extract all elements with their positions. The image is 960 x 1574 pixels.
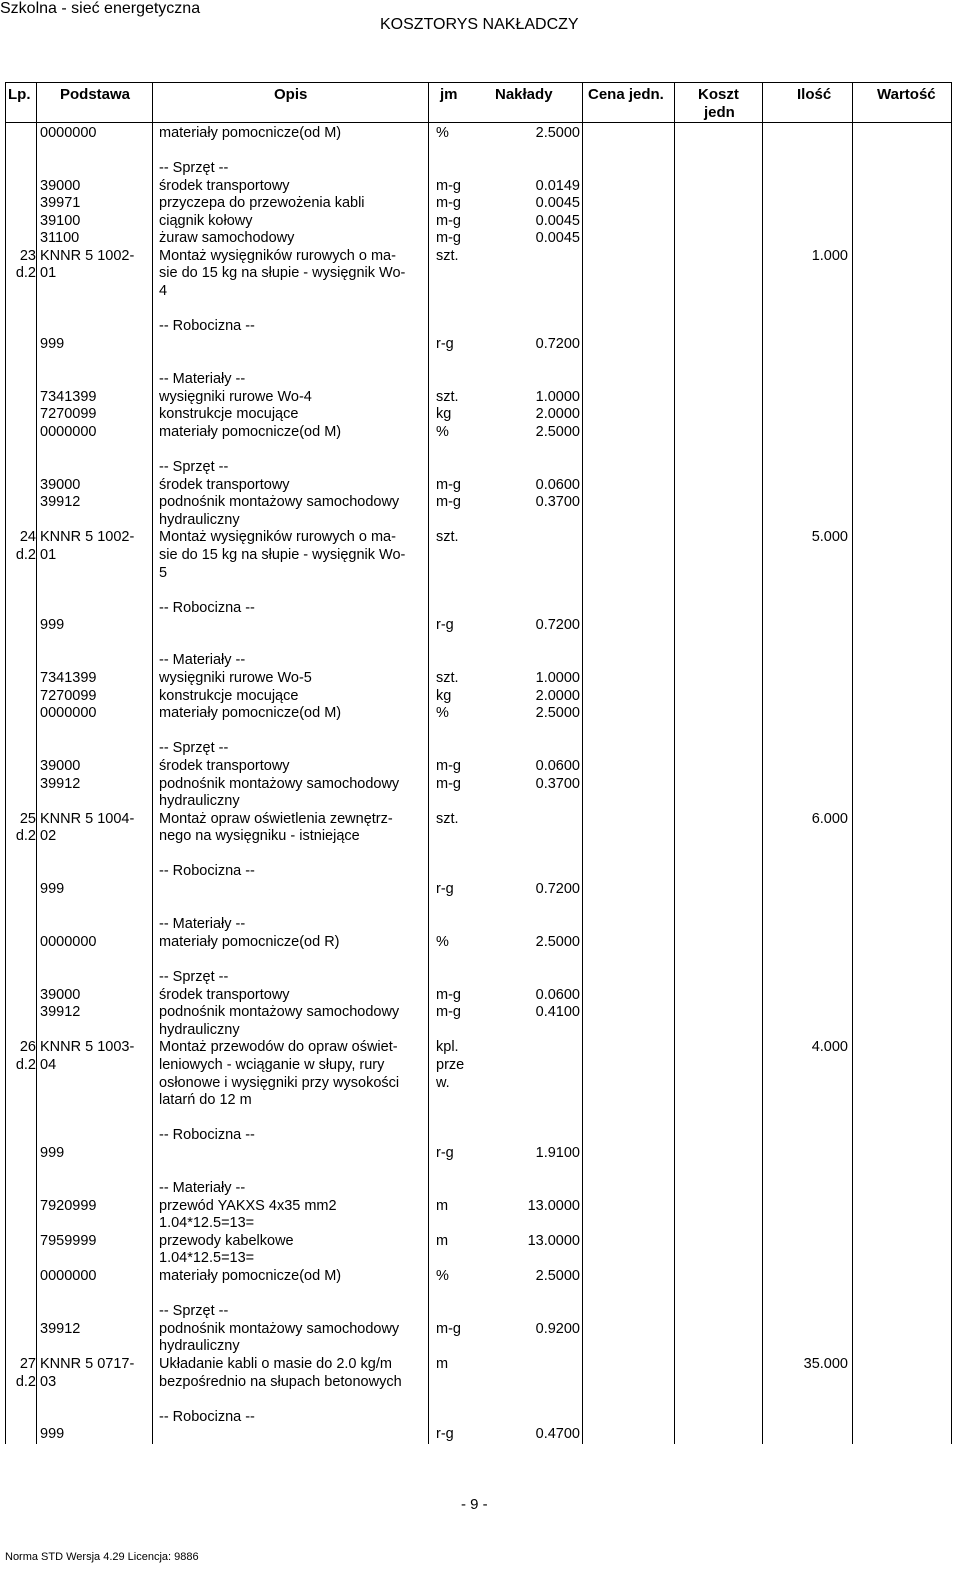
cell-podstawa: 999 <box>40 881 65 897</box>
cell-opis: ciągnik kołowy <box>159 213 253 229</box>
cell-jm: szt. <box>436 529 459 545</box>
cell-opis: sie do 15 kg na słupie - wysięgnik Wo- <box>159 547 406 563</box>
cell-naklady: 0.3700 <box>535 776 580 792</box>
cell-jm: r-g <box>436 336 454 352</box>
cell-naklady: 2.5000 <box>535 424 580 440</box>
cell-podstawa: 0000000 <box>40 934 97 950</box>
cell-opis: podnośnik montażowy samochodowy <box>159 1321 400 1337</box>
cell-opis: leniowych - wciąganie w słupy, rury <box>159 1057 385 1073</box>
cell-podstawa: 04 <box>40 1057 57 1073</box>
cell-opis: -- Materiały -- <box>159 916 246 932</box>
cell-opis: -- Robocizna -- <box>159 1409 255 1425</box>
cell-jm: kg <box>436 688 452 704</box>
cell-opis: konstrukcje mocujące <box>159 406 299 422</box>
cell-jm: r-g <box>436 617 454 633</box>
cell-naklady: 0.0149 <box>535 178 580 194</box>
cell-jm: szt. <box>436 811 459 827</box>
cell-opis: przyczepa do przewożenia kabli <box>159 195 365 211</box>
cell-naklady: 2.0000 <box>535 406 580 422</box>
cell-opis: -- Materiały -- <box>159 652 246 668</box>
cell-opis: Montaż wysięgników rurowych o ma- <box>159 529 396 545</box>
cell-podstawa: 7270099 <box>40 406 97 422</box>
col-header-koszt-jedn: jedn <box>704 104 735 121</box>
cell-naklady: 13.0000 <box>527 1233 580 1249</box>
cell-naklady: 0.0600 <box>535 987 580 1003</box>
cell-podstawa: 39100 <box>40 213 81 229</box>
cell-opis: bezpośrednio na słupach betonowych <box>159 1374 402 1390</box>
cell-naklady: 0.0600 <box>535 477 580 493</box>
page-number: - 9 - <box>461 1496 488 1513</box>
cell-jm: r-g <box>436 1145 454 1161</box>
cell-naklady: 2.5000 <box>535 125 580 141</box>
cell-jm: % <box>436 1268 449 1284</box>
cell-opis: materiały pomocnicze(od R) <box>159 934 340 950</box>
cell-opis: hydrauliczny <box>159 1338 240 1354</box>
cell-opis: hydrauliczny <box>159 1022 240 1038</box>
cell-podstawa: 0000000 <box>40 424 97 440</box>
cell-podstawa: 31100 <box>40 230 80 246</box>
cell-opis: -- Sprzęt -- <box>159 459 229 475</box>
cell-lp: 27 <box>19 1356 36 1372</box>
cell-opis: -- Sprzęt -- <box>159 969 229 985</box>
cell-opis: hydrauliczny <box>159 512 240 528</box>
col-header-koszt: Koszt <box>698 86 739 103</box>
cell-opis: 5 <box>159 565 168 581</box>
cell-naklady: 1.9100 <box>535 1145 580 1161</box>
cell-opis: przewody kabelkowe <box>159 1233 294 1249</box>
cell-naklady: 0.7200 <box>535 881 580 897</box>
cell-opis: wysięgniki rurowe Wo-5 <box>159 670 312 686</box>
cell-lp: 26 <box>19 1039 36 1055</box>
cell-lp: 23 <box>19 248 36 264</box>
cell-opis: materiały pomocnicze(od M) <box>159 1268 342 1284</box>
cell-opis: osłonowe i wysięgniki przy wysokości <box>159 1075 400 1091</box>
cell-podstawa: 999 <box>40 336 65 352</box>
cell-opis: środek transportowy <box>159 178 290 194</box>
cell-naklady: 0.3700 <box>535 494 580 510</box>
cell-opis: nego na wysięgniku - istniejące <box>159 828 360 844</box>
col-divider <box>152 82 153 1444</box>
cell-podstawa: 7959999 <box>40 1233 97 1249</box>
cell-jm: m <box>436 1233 449 1249</box>
cell-opis: żuraw samochodowy <box>159 230 295 246</box>
col-divider <box>582 82 583 1444</box>
cell-podstawa: 39912 <box>40 776 81 792</box>
cell-jm: m-g <box>436 178 461 194</box>
cell-jm: r-g <box>436 1426 454 1442</box>
cell-opis: Montaż wysięgników rurowych o ma- <box>159 248 396 264</box>
cell-podstawa: 39912 <box>40 1321 81 1337</box>
cell-podstawa: 39971 <box>40 195 81 211</box>
cell-opis: 4 <box>159 283 168 299</box>
cell-podstawa: 7270099 <box>40 688 97 704</box>
cell-opis: hydrauliczny <box>159 793 240 809</box>
cell-opis: przewód YAKXS 4x35 mm2 <box>159 1198 337 1214</box>
cell-opis: materiały pomocnicze(od M) <box>159 705 342 721</box>
cell-podstawa: 39912 <box>40 1004 81 1020</box>
cell-jm: m-g <box>436 477 461 493</box>
cell-jm: m-g <box>436 213 461 229</box>
col-divider <box>852 82 853 1444</box>
cell-ilosc: 4.000 <box>811 1039 848 1055</box>
cell-podstawa: 0000000 <box>40 1268 97 1284</box>
cell-opis: środek transportowy <box>159 987 290 1003</box>
cell-naklady: 0.0045 <box>535 230 580 246</box>
cell-podstawa: 999 <box>40 617 65 633</box>
document-header-left: Szkolna - sieć energetyczna <box>0 0 201 17</box>
cell-naklady: 2.5000 <box>535 934 580 950</box>
cell-opis: środek transportowy <box>159 477 290 493</box>
cell-naklady: 0.9200 <box>535 1321 580 1337</box>
cell-opis: 1.04*12.5=13= <box>159 1250 255 1266</box>
cell-podstawa: 999 <box>40 1426 65 1442</box>
cell-ilosc: 1.000 <box>811 248 848 264</box>
cell-podstawa: 7341399 <box>40 389 97 405</box>
col-header-wartosc: Wartość <box>877 86 936 103</box>
col-divider <box>762 82 763 1444</box>
col-divider <box>428 82 429 1444</box>
cell-jm: szt. <box>436 248 459 264</box>
cell-lp: d.2 <box>15 1057 36 1073</box>
cell-podstawa: KNNR 5 1002- <box>40 529 135 545</box>
cell-podstawa: 999 <box>40 1145 65 1161</box>
cell-jm: m-g <box>436 1004 461 1020</box>
cell-jm: kpl. <box>436 1039 459 1055</box>
table-header-bottom-border <box>5 122 951 123</box>
cell-podstawa: 03 <box>40 1374 57 1390</box>
cell-opis: -- Materiały -- <box>159 1180 246 1196</box>
col-divider <box>951 82 952 1444</box>
cell-jm: m-g <box>436 776 461 792</box>
col-header-jm: jm <box>440 86 458 103</box>
cell-naklady: 1.0000 <box>535 670 580 686</box>
cell-ilosc: 5.000 <box>811 529 848 545</box>
cell-opis: podnośnik montażowy samochodowy <box>159 1004 400 1020</box>
cell-opis: -- Sprzęt -- <box>159 160 229 176</box>
cell-naklady: 0.0045 <box>535 195 580 211</box>
cell-podstawa: 01 <box>40 265 57 281</box>
cell-jm: szt. <box>436 670 459 686</box>
table-top-border <box>5 82 951 83</box>
cell-jm: % <box>436 934 449 950</box>
cell-jm: m-g <box>436 1321 461 1337</box>
cell-opis: -- Sprzęt -- <box>159 1303 229 1319</box>
cell-podstawa: 39000 <box>40 178 81 194</box>
col-header-naklady: Nakłady <box>495 86 553 103</box>
cell-jm: % <box>436 125 449 141</box>
cell-lp: d.2 <box>15 547 36 563</box>
cell-jm: % <box>436 424 449 440</box>
cell-podstawa: 7920999 <box>40 1198 97 1214</box>
cell-opis: -- Robocizna -- <box>159 600 255 616</box>
cell-lp: d.2 <box>15 265 36 281</box>
cell-jm: m-g <box>436 195 461 211</box>
cell-opis: -- Sprzęt -- <box>159 740 229 756</box>
cell-naklady: 0.0600 <box>535 758 580 774</box>
cell-podstawa: KNNR 5 0717- <box>40 1356 135 1372</box>
cell-jm: m-g <box>436 758 461 774</box>
cell-podstawa: 02 <box>40 828 57 844</box>
cell-opis: -- Materiały -- <box>159 371 246 387</box>
cell-podstawa: 7341399 <box>40 670 97 686</box>
cell-naklady: 0.7200 <box>535 617 580 633</box>
cell-naklady: 1.0000 <box>535 389 580 405</box>
col-divider <box>36 82 37 1444</box>
cell-opis: sie do 15 kg na słupie - wysięgnik Wo- <box>159 265 406 281</box>
cell-ilosc: 35.000 <box>803 1356 848 1372</box>
cell-opis: materiały pomocnicze(od M) <box>159 424 342 440</box>
cell-lp: d.2 <box>15 828 36 844</box>
cell-lp: 25 <box>19 811 36 827</box>
cell-naklady: 13.0000 <box>527 1198 580 1214</box>
cell-opis: środek transportowy <box>159 758 290 774</box>
cell-jm: m-g <box>436 987 461 1003</box>
cell-opis: latarń do 12 m <box>159 1092 252 1108</box>
cell-naklady: 2.0000 <box>535 688 580 704</box>
cell-opis: Montaż przewodów do opraw oświet- <box>159 1039 398 1055</box>
cell-jm: kg <box>436 406 452 422</box>
cell-jm: % <box>436 705 449 721</box>
col-header-cena: Cena jedn. <box>588 86 664 103</box>
cell-podstawa: 39000 <box>40 987 81 1003</box>
cell-jm: r-g <box>436 881 454 897</box>
cell-jm: szt. <box>436 389 459 405</box>
col-header-lp: Lp. <box>8 86 31 103</box>
cell-podstawa: 39000 <box>40 477 81 493</box>
cell-jm: prze <box>436 1057 465 1073</box>
cell-podstawa: KNNR 5 1003- <box>40 1039 135 1055</box>
cell-opis: Montaż opraw oświetlenia zewnętrz- <box>159 811 393 827</box>
cell-podstawa: 0000000 <box>40 705 97 721</box>
footer-license: Norma STD Wersja 4.29 Licencja: 9886 <box>5 1551 199 1563</box>
cell-opis: Układanie kabli o masie do 2.0 kg/m <box>159 1356 392 1372</box>
cell-ilosc: 6.000 <box>811 811 848 827</box>
cell-podstawa: 0000000 <box>40 125 97 141</box>
cell-podstawa: 01 <box>40 547 57 563</box>
cell-lp: d.2 <box>15 1374 36 1390</box>
cell-opis: konstrukcje mocujące <box>159 688 299 704</box>
cell-podstawa: KNNR 5 1004- <box>40 811 135 827</box>
cell-jm: m <box>436 1198 449 1214</box>
cell-jm: w. <box>436 1075 450 1091</box>
cell-opis: 1.04*12.5=13= <box>159 1215 255 1231</box>
col-header-ilosc: Ilość <box>797 86 832 103</box>
cell-jm: m-g <box>436 230 461 246</box>
cell-jm: m-g <box>436 494 461 510</box>
cell-podstawa: KNNR 5 1002- <box>40 248 135 264</box>
cell-lp: 24 <box>19 529 36 545</box>
cell-opis: podnośnik montażowy samochodowy <box>159 494 400 510</box>
cell-opis: -- Robocizna -- <box>159 863 255 879</box>
cell-naklady: 0.4100 <box>535 1004 580 1020</box>
cell-podstawa: 39000 <box>40 758 81 774</box>
col-header-podstawa: Podstawa <box>60 86 131 103</box>
cell-naklady: 2.5000 <box>535 1268 580 1284</box>
col-header-opis: Opis <box>274 86 308 103</box>
cell-naklady: 2.5000 <box>535 705 580 721</box>
cell-opis: materiały pomocnicze(od M) <box>159 125 342 141</box>
cell-jm: m <box>436 1356 449 1372</box>
cell-opis: -- Robocizna -- <box>159 318 255 334</box>
cell-naklady: 0.0045 <box>535 213 580 229</box>
col-divider <box>674 82 675 1444</box>
cell-podstawa: 39912 <box>40 494 81 510</box>
col-divider <box>5 82 6 1444</box>
cell-naklady: 0.4700 <box>535 1426 580 1442</box>
cell-opis: wysięgniki rurowe Wo-4 <box>159 389 312 405</box>
cell-naklady: 0.7200 <box>535 336 580 352</box>
cell-opis: podnośnik montażowy samochodowy <box>159 776 400 792</box>
cell-opis: -- Robocizna -- <box>159 1127 255 1143</box>
document-header-title: KOSZTORYS NAKŁADCZY <box>380 16 579 33</box>
